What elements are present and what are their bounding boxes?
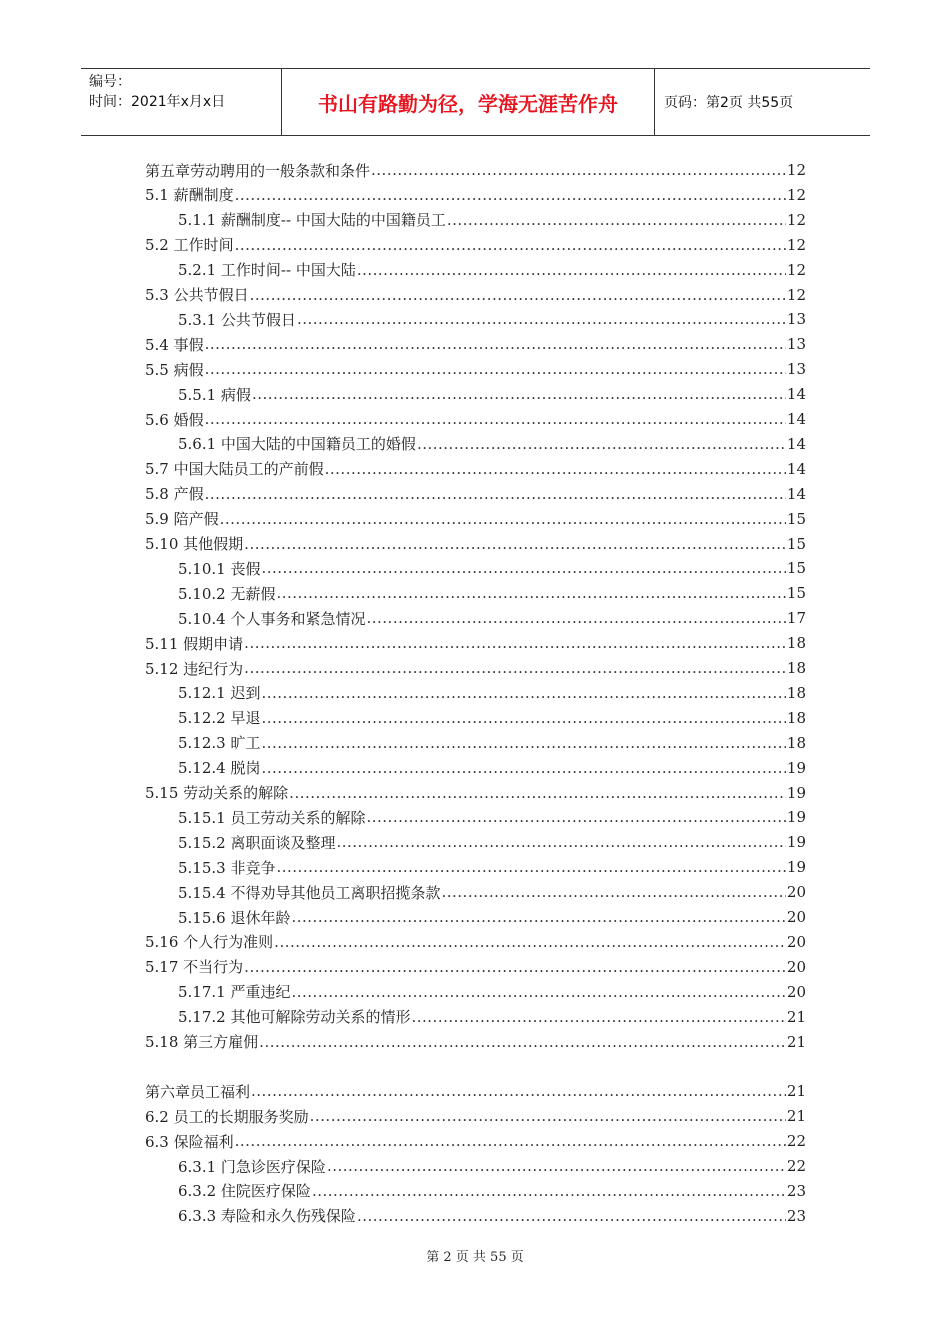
toc-entry[interactable]: [178, 1179, 806, 1203]
toc-entry-page: 12: [786, 260, 806, 279]
toc-dot-leader: [327, 1157, 786, 1175]
toc-dot-leader: [261, 759, 785, 777]
toc-entry-page: 14: [786, 410, 806, 428]
toc-entry-title: 5.15.4 不得劝导其他员工离职招揽条款: [178, 883, 441, 902]
toc-entry[interactable]: [178, 830, 806, 854]
toc-entry-title: 5.2 工作时间: [145, 236, 234, 255]
toc-dot-leader: [371, 161, 786, 179]
toc-entry-title: 6.3.3 寿险和永久伤残保险: [178, 1207, 356, 1226]
toc-entry-title: 5.15.2 离职面谈及整理: [178, 833, 336, 852]
toc-entry-title: 6.3.1 门急诊医疗保险: [178, 1157, 326, 1176]
toc-entry[interactable]: [178, 706, 806, 730]
toc-entry-page: 18: [786, 733, 806, 752]
toc-entry-page: 19: [786, 833, 806, 852]
toc-entry[interactable]: [178, 880, 806, 904]
toc-dot-leader: [291, 983, 785, 1001]
toc-entry-page: 21: [786, 1007, 806, 1026]
toc-entry[interactable]: [145, 1079, 806, 1103]
toc-dot-leader: [252, 385, 786, 403]
toc-entry-title: 5.17 不当行为: [145, 958, 244, 977]
toc-dot-leader: [274, 933, 786, 951]
toc-entry-page: 23: [786, 1206, 806, 1225]
toc-entry[interactable]: [145, 457, 806, 481]
toc-entry-page: 14: [786, 434, 806, 453]
toc-entry[interactable]: [178, 905, 806, 929]
toc-entry[interactable]: [178, 681, 806, 705]
toc-entry[interactable]: [178, 581, 806, 605]
toc-entry-page: 12: [786, 235, 806, 254]
toc-dot-leader: [250, 286, 786, 304]
toc-entry-page: 12: [786, 210, 806, 229]
toc-entry-title: 6.3.2 住院医疗保险: [178, 1182, 311, 1201]
toc-entry-page: 12: [786, 185, 806, 204]
toc-dot-leader: [336, 833, 785, 851]
toc-entry[interactable]: [178, 805, 806, 829]
toc-dot-leader: [366, 808, 785, 826]
toc-entry-page: 15: [786, 534, 806, 553]
toc-entry[interactable]: [178, 606, 806, 630]
toc-entry-title: 5.5.1 病假: [178, 385, 251, 404]
toc-entry-title: 5.6 婚假: [145, 410, 204, 429]
toc-entry-title: 6.3 保险福利: [145, 1132, 234, 1151]
toc-entry[interactable]: [178, 1154, 806, 1178]
toc-entry[interactable]: [178, 1005, 806, 1029]
toc-entry-title: 5.10.1 丧假: [178, 559, 261, 578]
toc-dot-leader: [244, 958, 786, 976]
toc-entry-title: 5.18 第三方雇佣: [145, 1033, 259, 1051]
toc-dot-leader: [261, 734, 785, 752]
toc-entry[interactable]: [145, 407, 806, 431]
toc-dot-leader: [235, 236, 786, 254]
header-page-info: 页码：第2页 共55页: [664, 95, 794, 111]
toc-entry-page: 12: [786, 161, 806, 179]
toc-entry[interactable]: [145, 1030, 806, 1054]
toc-entry-page: 18: [786, 634, 806, 653]
header-meta: [81, 69, 282, 135]
toc-entry[interactable]: [178, 855, 806, 879]
toc-dot-leader: [251, 1082, 786, 1100]
toc-dot-leader: [205, 410, 786, 428]
toc-entry-page: 15: [786, 559, 806, 578]
toc-dot-leader: [357, 1207, 786, 1225]
toc-entry-page: 21: [786, 1032, 806, 1051]
toc-entry-title: 5.5 病假: [145, 360, 204, 379]
toc-entry-page: 22: [786, 1132, 806, 1151]
toc-entry[interactable]: [145, 482, 806, 506]
toc-entry[interactable]: [178, 432, 806, 456]
toc-dot-leader: [289, 784, 786, 802]
toc-entry-title: 5.12.4 脱岗: [178, 759, 261, 778]
toc-dot-leader: [244, 634, 786, 652]
document-number-label: 编号：: [89, 74, 131, 90]
toc-entry-page: 19: [786, 783, 806, 802]
toc-entry[interactable]: [145, 183, 806, 207]
toc-entry-page: 22: [786, 1157, 806, 1175]
toc-entry-title: 5.12.1 迟到: [178, 684, 261, 703]
toc-entry-title: 5.1 薪酬制度: [145, 186, 234, 205]
toc-entry-page: 20: [786, 932, 806, 951]
toc-entry-title: 第六章员工福利: [145, 1082, 251, 1101]
toc-dot-leader: [312, 1182, 786, 1200]
toc-entry-title: 5.3 公共节假日: [145, 286, 249, 304]
toc-entry[interactable]: [178, 731, 806, 755]
toc-entry-title: 5.10.4 个人事务和紧急情况: [178, 609, 366, 628]
toc-dot-leader: [357, 261, 786, 279]
toc-entry[interactable]: [145, 283, 806, 307]
toc-entry-title: 第五章劳动聘用的一般条款和条件: [145, 161, 371, 180]
toc-entry[interactable]: [145, 507, 806, 531]
toc-entry[interactable]: [178, 980, 806, 1004]
header-motto: 书山有路勤为径，学海无涯苦作舟: [282, 69, 655, 135]
toc-dot-leader: [205, 360, 786, 378]
toc-entry-page: 15: [786, 509, 806, 528]
toc-dot-leader: [261, 684, 785, 702]
toc-entry-page: 13: [786, 360, 806, 379]
toc-dot-leader: [244, 659, 786, 677]
toc-entry[interactable]: [145, 158, 806, 182]
toc-entry[interactable]: [145, 532, 806, 556]
toc-entry-title: 5.2.1 工作时间-- 中国大陆: [178, 261, 356, 280]
toc-entry[interactable]: [178, 1204, 806, 1228]
toc-dot-leader: [261, 559, 785, 577]
toc-entry-page: 23: [786, 1181, 806, 1200]
toc-entry[interactable]: [145, 1104, 806, 1128]
toc-entry-title: 5.15.1 员工劳动关系的解除: [178, 808, 366, 827]
toc-entry-page: 13: [786, 310, 806, 329]
toc-entry-title: 5.6.1 中国大陆的中国籍员工的婚假: [178, 435, 416, 454]
toc-entry[interactable]: [178, 307, 806, 331]
toc-entry[interactable]: [178, 556, 806, 580]
toc-dot-leader: [276, 858, 785, 876]
toc-entry-page: 15: [786, 584, 806, 603]
toc-dot-leader: [235, 186, 786, 204]
toc-entry[interactable]: [178, 756, 806, 780]
toc-dot-leader: [325, 460, 786, 478]
toc-dot-leader: [447, 211, 786, 229]
toc-dot-leader: [297, 310, 786, 328]
toc-entry-title: 5.17.1 严重违纪: [178, 983, 291, 1002]
toc-entry-title: 5.10 其他假期: [145, 535, 244, 553]
toc-entry-title: 5.9 陪产假: [145, 510, 219, 529]
toc-dot-leader: [276, 584, 785, 602]
toc-entry-title: 5.15.6 退休年龄: [178, 908, 291, 927]
toc-entry-title: 5.17.2 其他可解除劳动关系的情形: [178, 1008, 411, 1027]
toc-entry[interactable]: [178, 208, 806, 232]
toc-dot-leader: [261, 709, 785, 727]
toc-entry-title: 5.15.3 非竞争: [178, 858, 276, 877]
toc-dot-leader: [417, 435, 786, 453]
toc-entry-title: 5.3.1 公共节假日: [178, 310, 296, 329]
toc-entry[interactable]: [145, 930, 806, 954]
toc-entry-title: 5.7 中国大陆员工的产前假: [145, 460, 324, 479]
toc-entry-page: 12: [786, 285, 806, 304]
toc-entry-title: 5.10.2 无薪假: [178, 584, 276, 603]
toc-dot-leader: [244, 535, 786, 553]
toc-entry-title: 5.16 个人行为准则: [145, 933, 274, 952]
toc-entry[interactable]: [145, 332, 806, 356]
toc-entry-page: 20: [786, 883, 806, 902]
toc-entry[interactable]: [145, 631, 806, 655]
toc-entry[interactable]: [178, 382, 806, 406]
toc-entry-page: 21: [786, 1107, 806, 1126]
toc-entry[interactable]: [178, 258, 806, 282]
toc-entry-page: 14: [786, 484, 806, 503]
toc-entry-page: 20: [786, 982, 806, 1001]
toc-entry-page: 19: [786, 858, 806, 877]
page-footer: 第 2 页 共 55 页: [426, 1250, 524, 1265]
toc-entry-title: 5.12 违纪行为: [145, 659, 244, 678]
toc-entry-page: 17: [786, 609, 806, 628]
toc-entry-title: 6.2 员工的长期服务奖励: [145, 1107, 309, 1126]
toc-entry[interactable]: [145, 781, 806, 805]
toc-entry-page: 21: [786, 1082, 806, 1101]
toc-entry-page: 20: [786, 908, 806, 926]
toc-entry-page: 14: [786, 459, 806, 478]
toc-entry-page: 18: [786, 708, 806, 727]
toc-entry[interactable]: [145, 233, 806, 257]
toc-entry-page: 18: [786, 683, 806, 702]
toc-dot-leader: [205, 485, 786, 503]
toc-entry-page: 19: [786, 758, 806, 777]
toc-entry-page: 20: [786, 957, 806, 976]
toc-entry[interactable]: [145, 656, 806, 680]
toc-entry-title: 5.1.1 薪酬制度-- 中国大陆的中国籍员工: [178, 211, 446, 230]
toc-dot-leader: [411, 1008, 785, 1026]
toc-dot-leader: [441, 883, 785, 901]
toc-entry[interactable]: [145, 955, 806, 979]
toc-dot-leader: [291, 908, 785, 926]
toc-dot-leader: [220, 510, 786, 528]
toc-dot-leader: [235, 1132, 786, 1150]
toc-entry-page: 19: [786, 808, 806, 827]
toc-entry[interactable]: [145, 1129, 806, 1153]
toc-entry-title: 5.12.2 早退: [178, 709, 261, 728]
toc-entry-page: 13: [786, 335, 806, 354]
toc-dot-leader: [205, 335, 786, 353]
page-header: [81, 68, 870, 136]
toc-dot-leader: [310, 1107, 786, 1125]
document-date: 时间：2021年x月x日: [89, 94, 226, 110]
toc-entry-page: 18: [786, 659, 806, 677]
toc-entry-title: 5.4 事假: [145, 335, 204, 354]
toc-entry[interactable]: [145, 357, 806, 381]
toc-dot-leader: [366, 609, 785, 627]
toc-entry-title: 5.12.3 旷工: [178, 734, 261, 753]
toc-entry-title: 5.15 劳动关系的解除: [145, 784, 289, 802]
toc-dot-leader: [259, 1033, 786, 1051]
toc-entry-title: 5.11 假期申请: [145, 634, 244, 653]
toc-entry-page: 14: [786, 385, 806, 404]
toc-entry-title: 5.8 产假: [145, 485, 204, 504]
